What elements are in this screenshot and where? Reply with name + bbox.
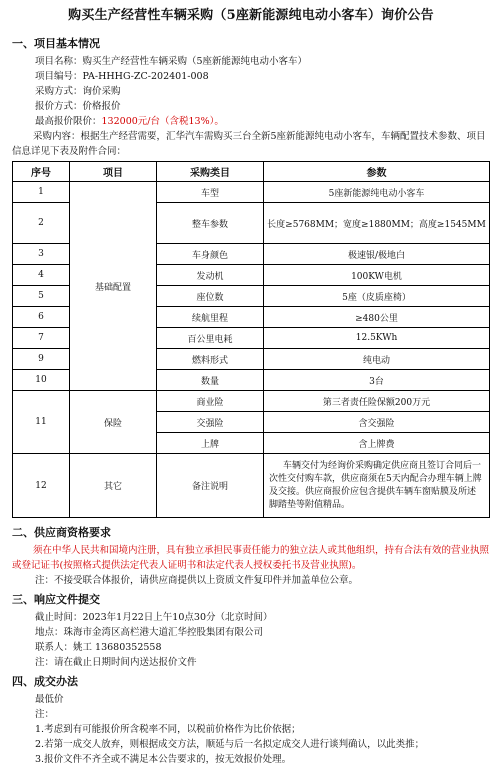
cell-item: 座位数 xyxy=(157,286,264,307)
cell-item: 交强险 xyxy=(157,412,264,433)
cell-group: 其它 xyxy=(70,454,157,518)
cell-item: 燃料形式 xyxy=(157,349,264,370)
cell-item: 车型 xyxy=(157,182,264,203)
cell-param: 12.5KWh xyxy=(264,328,490,349)
cell-item: 数量 xyxy=(157,370,264,391)
award-note-label: 注： xyxy=(35,709,55,720)
submission-location: 地点：珠海市金湾区高栏港大道汇华控股集团有限公司 xyxy=(35,627,264,638)
cell-param: 5座（皮质座椅） xyxy=(264,286,490,307)
table-row xyxy=(13,182,490,203)
cell-param: 3台 xyxy=(264,370,490,391)
submission-note: 注：请在截止日期时间内送达报价文件 xyxy=(35,657,197,668)
project-code: 项目编号：PA-HHHG-ZC-202401-008 xyxy=(35,71,209,82)
section-award-heading: 四、成交办法 xyxy=(12,675,78,688)
cell-no: 3 xyxy=(13,244,70,265)
max-price xyxy=(12,114,490,129)
spec-table xyxy=(12,161,490,518)
award-note-item: 1.考虑到有可能报价所含税率不同，以税前价格作为比价依据； xyxy=(35,724,301,735)
section-project-info-heading: 一、项目基本情况 xyxy=(12,37,100,50)
cell-param: 第三者责任险保额200万元 xyxy=(264,391,490,412)
award-note-item: 2.若第一成交人放弃，则根据成交方法，顺延与后一名拟定成交人进行谈判确认，以此类推； xyxy=(35,739,425,750)
cell-item: 备注说明 xyxy=(157,454,264,518)
cell-param: 100KW电机 xyxy=(264,265,490,286)
cell-param: 长度≥5768MM；宽度≥1880MM；高度≥1545MM xyxy=(264,203,490,244)
cell-no: 6 xyxy=(13,307,70,328)
cell-no: 11 xyxy=(13,391,70,454)
submission-deadline: 截止时间：2023年1月22日上午10点30分（北京时间） xyxy=(35,612,273,623)
section-submission-heading: 三、响应文件提交 xyxy=(12,593,100,606)
header-no: 序号 xyxy=(13,162,70,182)
cell-group: 保险 xyxy=(70,391,157,454)
procurement-content: 采购内容：根据生产经营需要，汇华汽车需购买三台全新5座新能源纯电动小客车，车辆配置技术参数、项目信息详见下表及附件合同： xyxy=(12,131,486,157)
cell-item: 商业险 xyxy=(157,391,264,412)
cell-item: 整车参数 xyxy=(157,203,264,244)
cell-item: 上牌 xyxy=(157,433,264,454)
cell-no: 5 xyxy=(13,286,70,307)
section-qualification-heading: 二、供应商资格要求 xyxy=(12,526,111,539)
cell-item: 续航里程 xyxy=(157,307,264,328)
max-price-label: 最高报价限价： xyxy=(35,116,102,127)
cell-no: 2 xyxy=(13,203,70,244)
qualification-requirement: 须在中华人民共和国境内注册，具有独立承担民事责任能力的独立法人或其他组织，持有合法有效的营业执照或登记证书(按照格式提供法定代表人证明书和法定代表人授权委托书及营业执照)。 xyxy=(12,545,490,571)
award-note-item: 3.报价文件不齐全或不满足本公告要求的，按无效报价处理。 xyxy=(35,754,292,765)
page-title: 购买生产经营性车辆采购（5座新能源纯电动小客车）询价公告 xyxy=(68,8,434,23)
header-project: 项目 xyxy=(70,162,157,182)
max-price-value: 132000元/台（含税13%）。 xyxy=(101,116,224,127)
cell-no: 10 xyxy=(13,370,70,391)
cell-item: 发动机 xyxy=(157,265,264,286)
project-name: 项目名称：购买生产经营性车辆采购（5座新能源纯电动小客车） xyxy=(35,56,308,67)
cell-param: 含交强险 xyxy=(264,412,490,433)
cell-no: 7 xyxy=(13,328,70,349)
header-category: 采购类目 xyxy=(157,162,264,182)
award-method: 最低价 xyxy=(35,694,64,705)
table-row xyxy=(13,454,490,518)
submission-contact: 联系人：姚工 13680352558 xyxy=(35,642,162,653)
table-header-row xyxy=(13,162,490,182)
qualification-note: 注：不接受联合体报价，请供应商提供以上资质文件复印件并加盖单位公章。 xyxy=(35,575,359,586)
cell-param: 极速银/极地白 xyxy=(264,244,490,265)
procurement-method: 采购方式：询价采购 xyxy=(35,86,121,97)
cell-param: ≥480公里 xyxy=(264,307,490,328)
quote-method: 报价方式：价格报价 xyxy=(35,101,121,112)
cell-param: 含上牌费 xyxy=(264,433,490,454)
cell-no: 1 xyxy=(13,182,70,203)
cell-no: 4 xyxy=(13,265,70,286)
cell-no: 9 xyxy=(13,349,70,370)
cell-param: 纯电动 xyxy=(264,349,490,370)
cell-group: 基础配置 xyxy=(70,182,157,391)
cell-param-note: 车辆交付为经询价采购确定供应商且签订合同后一次性交付购车款，供应商须在5天内配合办理车辆上牌及交接。供应商报价应包含提供车辆车窗贴膜及所述脚踏垫等附值精品。 xyxy=(264,454,490,518)
cell-item: 车身颜色 xyxy=(157,244,264,265)
table-row xyxy=(13,391,490,412)
cell-item: 百公里电耗 xyxy=(157,328,264,349)
header-param: 参数 xyxy=(264,162,490,182)
cell-no: 12 xyxy=(13,454,70,518)
cell-param: 5座新能源纯电动小客车 xyxy=(264,182,490,203)
